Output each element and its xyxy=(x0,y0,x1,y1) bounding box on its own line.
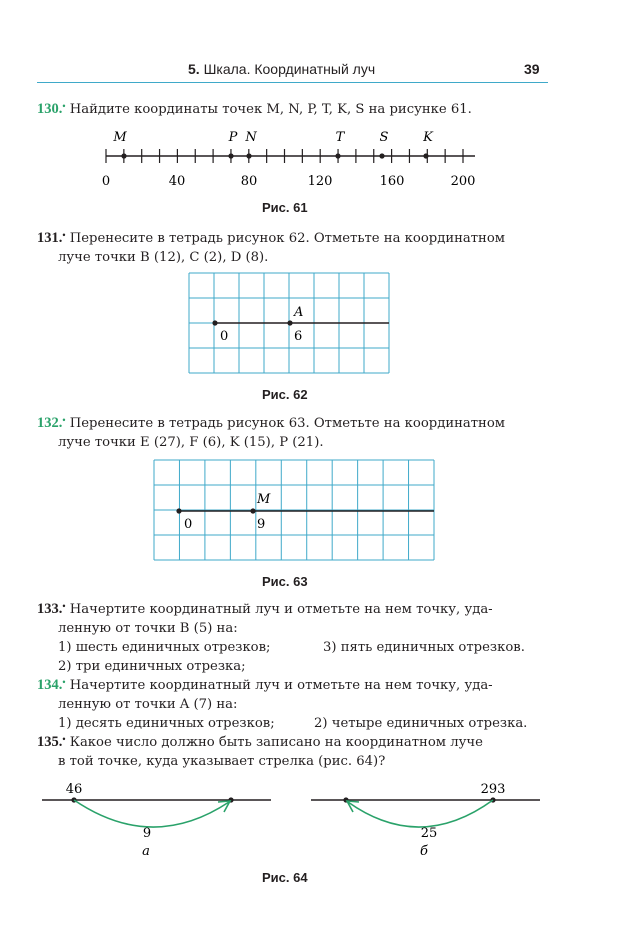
tick-label: 40 xyxy=(168,174,186,189)
point-m-dot xyxy=(250,508,255,513)
point-label-p: P xyxy=(228,130,238,145)
origin-dot xyxy=(176,508,181,513)
exercise-text: луче точки B (12), C (2), D (8). xyxy=(58,250,269,265)
exercise-text: луче точки E (27), F (6), K (15), P (21). xyxy=(58,435,324,450)
exercise-number: 131. xyxy=(37,230,63,246)
point-k xyxy=(423,153,428,158)
tick-label: 120 xyxy=(307,174,333,189)
exercise-text: Перенесите в тетрадь рисунок 62. Отметьте на координатном xyxy=(69,231,506,246)
point-label-a: A xyxy=(294,305,304,320)
label-six: 6 xyxy=(294,329,303,344)
exercise-132: 132.• Перенесите в тетрадь рисунок 63. Отметьте на координатном луче точки E (27), F (6), K (15), P (21). xyxy=(37,415,506,450)
point-label-t: T xyxy=(335,130,345,145)
page-number: 39 xyxy=(524,61,540,77)
point-m xyxy=(121,153,126,158)
label-zero: 0 xyxy=(184,517,193,532)
exercise-number: 135. xyxy=(37,734,63,750)
section-number: 5. xyxy=(188,61,200,77)
section-title: Шкала. Координатный луч xyxy=(203,61,376,77)
figure-64 xyxy=(40,778,550,868)
tick-label: 160 xyxy=(379,174,405,189)
grid xyxy=(154,460,434,560)
point-label-m: M xyxy=(257,492,271,507)
start-value: 46 xyxy=(65,782,83,797)
tick-label: 200 xyxy=(450,174,476,189)
point-a-dot xyxy=(287,320,292,325)
tick-label: 0 xyxy=(101,174,111,189)
label-zero: 0 xyxy=(220,329,229,344)
exercise-number: 130. xyxy=(37,101,63,117)
step-value: 25 xyxy=(420,826,438,841)
option: 3) пять единичных отрезков. xyxy=(323,640,525,655)
tick-labels xyxy=(102,174,476,189)
exercise-135: 135.• Какое число должно быть записано на координатном луче в той точке, куда указывает стрелка (рис. 64)? xyxy=(37,734,483,769)
point-s xyxy=(379,153,384,158)
exercise-number: 133. xyxy=(37,601,63,617)
exercise-number: 132. xyxy=(37,415,63,431)
option: 1) десять единичных отрезков; xyxy=(58,716,275,731)
origin-dot xyxy=(212,320,217,325)
option: 2) три единичных отрезка; xyxy=(58,659,246,674)
fig64-a xyxy=(42,782,271,859)
exercise-text: в той точке, куда указывает стрелка (рис. 64)? xyxy=(58,754,386,769)
label-nine: 9 xyxy=(257,517,266,532)
figure-63 xyxy=(153,459,437,563)
exercise-text: ленную от точки A (7) на: xyxy=(58,697,238,712)
point-t xyxy=(335,153,340,158)
figure-62 xyxy=(188,272,392,376)
point-label-s: S xyxy=(379,130,389,145)
tick-marks xyxy=(106,149,463,163)
figure-caption: Рис. 63 xyxy=(262,574,308,589)
option: 1) шесть единичных отрезков; xyxy=(58,640,271,655)
fig64-b xyxy=(311,782,540,859)
exercise-130: 130.• Найдите координаты точек M, N, P, T, K, S на рисунке 61. xyxy=(37,101,472,117)
exercise-text: ленную от точки B (5) на: xyxy=(58,621,238,636)
exercise-text: Найдите координаты точек M, N, P, T, K, S на рисунке 61. xyxy=(69,102,472,117)
exercise-133: 133.• Начертите координатный луч и отметьте на нем точку, уда- ленную от точки B (5) на: 1) шесть единичных отрезков; 3) пять единичных отрезков. 2) три единичных отрезка; xyxy=(37,601,525,674)
point-label-n: N xyxy=(245,130,257,145)
option: 2) четыре единичных отрезка. xyxy=(314,716,528,731)
tick-label: 80 xyxy=(240,174,258,189)
exercise-134: 134.• Начертите координатный луч и отметьте на нем точку, уда- ленную от точки A (7) на: 1) десять единичных отрезков; 2) четыре единичных отрезка. xyxy=(37,677,528,731)
exercise-text: Начертите координатный луч и отметьте на нем точку, уда- xyxy=(69,678,493,693)
part-label: а xyxy=(142,844,150,859)
point-label-k: K xyxy=(423,130,433,145)
exercise-text: Перенесите в тетрадь рисунок 63. Отметьте на координатном xyxy=(69,416,506,431)
arrow-head xyxy=(218,801,230,812)
exercise-text: Начертите координатный луч и отметьте на нем точку, уда- xyxy=(69,602,493,617)
fig61-points xyxy=(112,130,434,145)
exercise-number: 134. xyxy=(37,677,63,693)
start-value: 293 xyxy=(480,782,506,797)
jump-arrow xyxy=(348,800,493,827)
jump-arrow xyxy=(74,800,229,827)
part-label: б xyxy=(420,844,428,859)
figure-caption: Рис. 61 xyxy=(262,200,308,215)
exercise-131: 131.• Перенесите в тетрадь рисунок 62. Отметьте на координатном луче точки B (12), C (2), D (8). xyxy=(37,230,506,265)
point-p xyxy=(228,153,233,158)
figure-caption: Рис. 62 xyxy=(262,387,308,402)
running-header xyxy=(0,61,638,81)
point-n xyxy=(246,153,251,158)
exercise-text: Какое число должно быть записано на координатном луче xyxy=(69,735,483,750)
point-label-m: M xyxy=(113,130,127,145)
arrow-head xyxy=(347,801,359,812)
figure-61 xyxy=(95,125,485,195)
step-value: 9 xyxy=(142,826,152,841)
header-rule xyxy=(37,82,548,83)
figure-caption: Рис. 64 xyxy=(262,870,308,885)
